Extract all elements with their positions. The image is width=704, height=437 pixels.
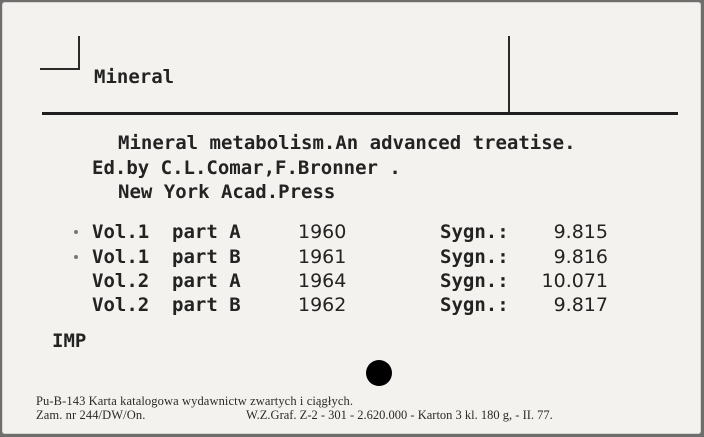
sygn-value: 10.071	[541, 270, 608, 292]
sygn-label: Sygn.:	[440, 294, 509, 316]
volume-label: Vol.1	[92, 221, 150, 243]
part-label: part A	[172, 221, 241, 243]
volume-row	[2, 270, 701, 294]
year-value: 1961	[298, 246, 347, 268]
volume-row	[2, 294, 701, 318]
volume-row	[2, 246, 701, 270]
right-vertical-rule	[508, 36, 510, 114]
title-line: Mineral metabolism.An advanced treatise.	[118, 132, 576, 154]
volume-label: Vol.2	[92, 270, 150, 292]
row-bullet	[74, 255, 78, 259]
left-vertical-rule	[78, 36, 80, 70]
imp-stamp: IMP	[52, 330, 87, 352]
sygn-value: 9.815	[553, 221, 608, 243]
volume-row	[2, 221, 701, 245]
sygn-value: 9.817	[553, 294, 608, 316]
catalog-card	[2, 2, 701, 434]
editors-line: Ed.by C.L.Comar,F.Bronner .	[92, 157, 401, 179]
row-bullet	[74, 230, 78, 234]
volume-label: Vol.1	[92, 246, 150, 268]
year-value: 1960	[298, 221, 347, 243]
sygn-label: Sygn.:	[440, 246, 509, 268]
part-label: part B	[172, 294, 241, 316]
punch-hole	[366, 360, 392, 386]
publisher-line: New York Acad.Press	[118, 181, 336, 203]
footer-line-1: Pu-B-143 Karta katalogowa wydawnictw zwartych i ciągłych.	[36, 394, 354, 408]
left-horizontal-stub	[40, 68, 80, 70]
part-label: part B	[172, 246, 241, 268]
part-label: part A	[172, 270, 241, 292]
sygn-label: Sygn.:	[440, 270, 509, 292]
card-heading: Mineral	[94, 66, 175, 88]
year-value: 1962	[298, 294, 347, 316]
footer-printer-info: W.Z.Graf. Z-2 - 301 - 2.620.000 - Karton 3 kl. 180 g, - II. 77.	[246, 408, 553, 422]
sygn-value: 9.816	[553, 246, 608, 268]
sygn-label: Sygn.:	[440, 221, 509, 243]
year-value: 1964	[298, 270, 347, 292]
header-rule	[42, 112, 678, 115]
volume-label: Vol.2	[92, 294, 150, 316]
footer-order-number: Zam. nr 244/DW/On.	[36, 408, 146, 422]
